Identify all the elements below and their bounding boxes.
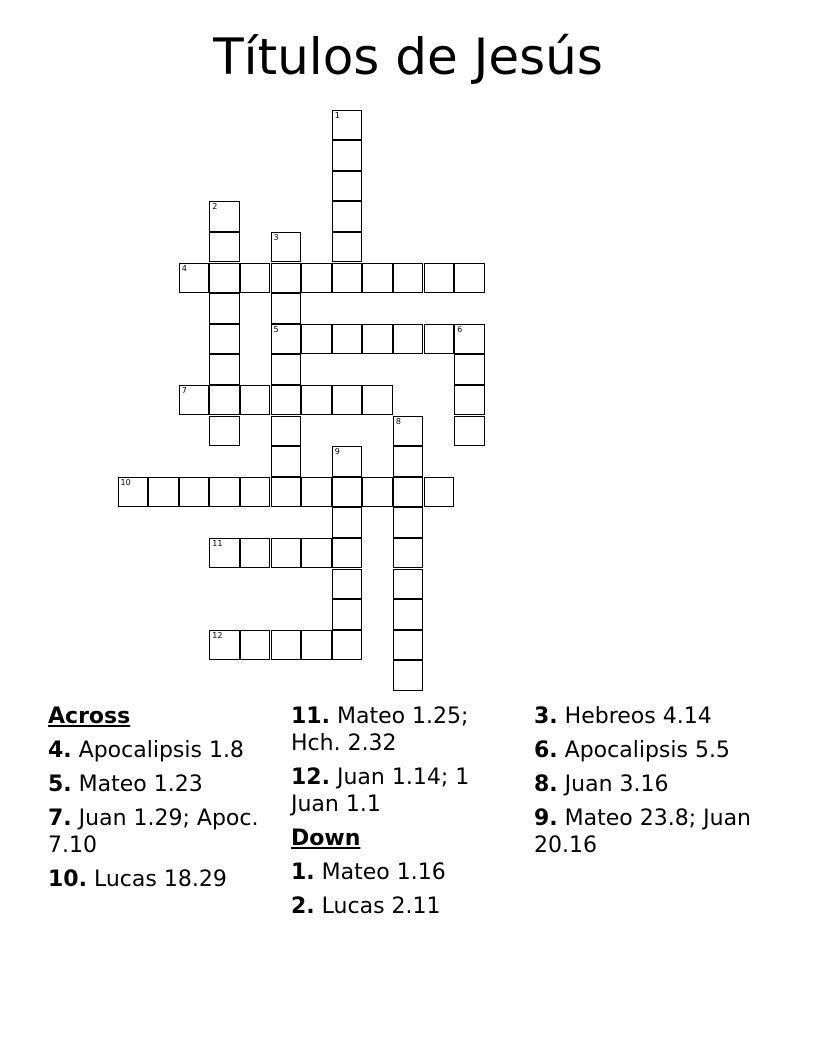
cell-number: 8: [395, 416, 401, 426]
clue-number: 2.: [291, 894, 315, 919]
grid-cell[interactable]: [271, 324, 302, 355]
grid-cell[interactable]: [209, 477, 240, 508]
grid-cell[interactable]: [393, 569, 424, 600]
cell-number: 12: [212, 630, 223, 640]
clue-down-1: [291, 859, 516, 886]
clue-down-2: [291, 893, 516, 920]
grid-cell[interactable]: [301, 324, 332, 355]
clues-column-1: [48, 703, 268, 900]
grid-cell[interactable]: [332, 140, 363, 171]
grid-cell[interactable]: [393, 324, 424, 355]
clue-reference: Lucas 2.11: [321, 894, 441, 919]
clue-reference: Juan 3.16: [564, 772, 669, 797]
grid-cell[interactable]: [332, 569, 363, 600]
clue-number: 12.: [291, 765, 330, 790]
grid-cell[interactable]: [332, 201, 363, 232]
clue-reference: Juan 1.14; 1 Juan 1.1: [291, 765, 470, 817]
grid-cell[interactable]: [271, 293, 302, 324]
clue-number: 3.: [534, 704, 558, 729]
grid-cell[interactable]: [240, 385, 271, 416]
grid-cell[interactable]: [209, 630, 240, 661]
grid-cell[interactable]: [240, 538, 271, 569]
cell-number: 7: [181, 385, 187, 395]
grid-cell[interactable]: [424, 324, 455, 355]
grid-cell[interactable]: [454, 416, 485, 447]
grid-cell[interactable]: [424, 263, 455, 294]
clue-across-10: [48, 866, 268, 893]
clue-across-4: [48, 737, 268, 764]
grid-cell[interactable]: [118, 477, 149, 508]
puzzle-title: Títulos de Jesús: [213, 28, 603, 86]
clues-column-2: [291, 703, 516, 927]
grid-cell[interactable]: [332, 599, 363, 630]
grid-cell[interactable]: [301, 385, 332, 416]
grid-cell[interactable]: [362, 263, 393, 294]
clue-across-11: [291, 703, 516, 757]
grid-cell[interactable]: [454, 354, 485, 385]
grid-cell[interactable]: [332, 385, 363, 416]
clue-reference: Apocalipsis 5.5: [564, 738, 730, 763]
grid-cell[interactable]: [179, 385, 210, 416]
clue-number: 7.: [48, 806, 72, 831]
cell-number: 3: [273, 232, 279, 242]
grid-cell[interactable]: [271, 232, 302, 263]
grid-cell[interactable]: [393, 263, 424, 294]
cell-number: 11: [212, 538, 223, 548]
grid-cell[interactable]: [332, 232, 363, 263]
grid-cell[interactable]: [332, 263, 363, 294]
clue-number: 5.: [48, 772, 72, 797]
grid-cell[interactable]: [240, 477, 271, 508]
clue-across-7: [48, 805, 268, 859]
clue-number: 8.: [534, 772, 558, 797]
cell-number: 5: [273, 324, 279, 334]
grid-cell[interactable]: [332, 110, 363, 141]
grid-cell[interactable]: [301, 477, 332, 508]
grid-cell[interactable]: [209, 263, 240, 294]
clue-number: 6.: [534, 738, 558, 763]
grid-cell[interactable]: [393, 416, 424, 447]
clue-down-3: [534, 703, 764, 730]
grid-cell[interactable]: [362, 385, 393, 416]
grid-cell[interactable]: [393, 630, 424, 661]
clue-reference: Juan 1.29; Apoc. 7.10: [48, 806, 259, 858]
grid-cell[interactable]: [332, 477, 363, 508]
grid-cell[interactable]: [209, 385, 240, 416]
down-heading: Down: [291, 826, 361, 851]
clue-down-9: [534, 805, 764, 859]
clue-down-8: [534, 771, 764, 798]
clue-reference: Mateo 1.23: [78, 772, 203, 797]
grid-cell[interactable]: [301, 263, 332, 294]
grid-cell[interactable]: [179, 477, 210, 508]
grid-cell[interactable]: [209, 232, 240, 263]
grid-cell[interactable]: [209, 354, 240, 385]
grid-cell[interactable]: [301, 630, 332, 661]
clue-reference: Apocalipsis 1.8: [78, 738, 244, 763]
grid-cell[interactable]: [179, 263, 210, 294]
grid-cell[interactable]: [209, 416, 240, 447]
grid-cell[interactable]: [393, 660, 424, 691]
clue-down-6: [534, 737, 764, 764]
grid-cell[interactable]: [301, 538, 332, 569]
grid-cell[interactable]: [271, 538, 302, 569]
grid-cell[interactable]: [393, 507, 424, 538]
grid-cell[interactable]: [393, 538, 424, 569]
grid-cell[interactable]: [209, 538, 240, 569]
clue-number: 11.: [291, 704, 330, 729]
clue-number: 9.: [534, 806, 558, 831]
grid-cell[interactable]: [240, 630, 271, 661]
grid-cell[interactable]: [240, 263, 271, 294]
cell-number: 2: [212, 202, 218, 212]
clue-reference: Lucas 18.29: [93, 867, 227, 892]
grid-cell[interactable]: [332, 446, 363, 477]
grid-cell[interactable]: [393, 477, 424, 508]
clue-across-5: [48, 771, 268, 798]
grid-cell[interactable]: [362, 477, 393, 508]
grid-cell[interactable]: [332, 507, 363, 538]
clue-reference: Mateo 1.25; Hch. 2.32: [291, 704, 469, 756]
grid-cell[interactable]: [454, 385, 485, 416]
grid-cell[interactable]: [271, 630, 302, 661]
clue-number: 10.: [48, 867, 87, 892]
grid-cell[interactable]: [209, 293, 240, 324]
grid-cell[interactable]: [271, 416, 302, 447]
grid-cell[interactable]: [393, 599, 424, 630]
grid-cell[interactable]: [362, 324, 393, 355]
clue-reference: Hebreos 4.14: [564, 704, 712, 729]
grid-cell[interactable]: [271, 354, 302, 385]
grid-cell[interactable]: [454, 263, 485, 294]
grid-cell[interactable]: [332, 171, 363, 202]
grid-cell[interactable]: [271, 477, 302, 508]
cell-number: 4: [181, 263, 187, 273]
grid-cell[interactable]: [454, 324, 485, 355]
grid-cell[interactable]: [332, 630, 363, 661]
clue-reference: Mateo 1.16: [321, 860, 446, 885]
cell-number: 1: [334, 110, 340, 120]
clue-across-12: [291, 764, 516, 818]
grid-cell[interactable]: [332, 538, 363, 569]
cell-number: 6: [457, 324, 463, 334]
grid-cell[interactable]: [209, 201, 240, 232]
across-heading: Across: [48, 704, 131, 729]
grid-cell[interactable]: [393, 446, 424, 477]
grid-cell[interactable]: [332, 324, 363, 355]
grid-cell[interactable]: [424, 477, 455, 508]
clue-number: 4.: [48, 738, 72, 763]
cell-number: 10: [120, 477, 131, 487]
cell-number: 9: [334, 447, 340, 457]
grid-cell[interactable]: [271, 263, 302, 294]
clue-number: 1.: [291, 860, 315, 885]
grid-cell[interactable]: [209, 324, 240, 355]
clues-column-3: [534, 703, 764, 866]
grid-cell[interactable]: [271, 385, 302, 416]
clue-reference: Mateo 23.8; Juan 20.16: [534, 806, 751, 858]
grid-cell[interactable]: [148, 477, 179, 508]
grid-cell[interactable]: [271, 446, 302, 477]
